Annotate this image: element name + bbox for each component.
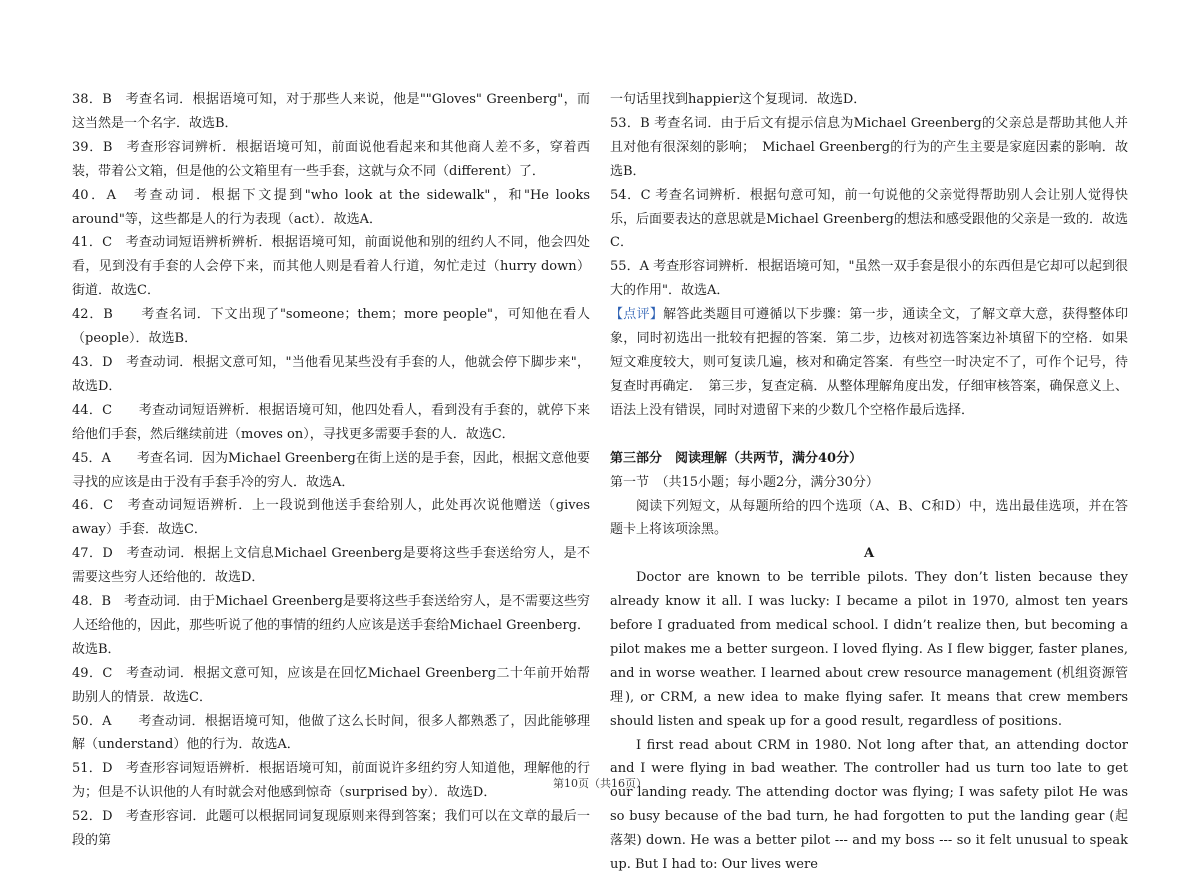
- right-column: [610, 88, 1128, 877]
- passage-paragraph: Doctor are known to be terrible pilots. They don’t listen because they already know it all. I was lucky: I became a pilot in 1970, almost ten years before I graduated from medical school. I didn’t realize then, but becoming a pilot makes me a better surgeon. I loved flying. As I flew bigger, faster planes, and in worse weather. I learned about crew resource management (机组资源管理), or CRM, a new idea to make flying safer. It means that crew members should listen and speak up for a good result, regardless of positions.: [610, 570, 1128, 729]
- answer-46: 46．C 考查动词短语辨析．上一段说到他送手套给别人，此处再次说他赠送（gives away）手套．故选C．: [72, 498, 590, 538]
- section-spacer: [610, 423, 1128, 447]
- comment-paragraph: [610, 303, 1128, 423]
- answer-52-continued: 一句话里找到happier这个复现词．故选D．: [610, 92, 867, 107]
- answer-48: 48．B 考查动词．由于Michael Greenberg是要将这些手套送给穷人，是不需要这些穷人还给他的，因此，那些听说了他的事情的纽约人应该是送手套给Michael Greenberg．故选B．: [72, 594, 590, 657]
- answer-49: 49．C 考查动词．根据文意可知，应该是在回忆Michael Greenberg二十年前开始帮助别人的情景．故选C．: [72, 665, 590, 705]
- passage-label: A: [863, 546, 875, 562]
- passage-paragraph: I first read about CRM in 1980. Not long after that, an attending doctor and I were flying in bad weather. The controller had us turn too late to get our landing ready. The attending doctor was flying; I was safety pilot He was so busy because of the bad turn, he had forgotten to put the landing gear (起落架) down. He was a better pilot --- and my boss --- so it felt unusual to speak up. But I had to: Our lives were: [610, 737, 1128, 873]
- answer-53: 53．B 考查名词．由于后文有提示信息为Michael Greenberg的父亲总是帮助其他人并且对他有很深刻的影响； Michael Greenberg的行为的产生主要是家庭因素的影响．故选B．: [610, 115, 1128, 179]
- answer-47: 47．D 考查动词．根据上文信息Michael Greenberg是要将这些手套送给穷人，是不需要这些穷人还给他的．故选D．: [72, 546, 590, 586]
- answer-50: 50．A 考查动词．根据语境可知，他做了这么长时间，很多人都熟悉了，因此能够理解（understand）他的行为．故选A．: [72, 713, 590, 753]
- page-footer: 第10页（共16页）: [553, 777, 647, 790]
- instruction-text: 阅读下列短文，从每题所给的四个选项（A、B、C和D）中，选出最佳选项，并在答题卡上将该项涂黑。: [610, 498, 1128, 538]
- answer-39: 39．B 考查形容词辨析．根据语境可知，前面说他看起来和其他商人差不多，穿着西装，带着公文箱，但是他的公文箱里有一些手套，这就与众不同（different）了．: [72, 139, 590, 179]
- answer-43: 43．D 考查动词．根据文意可知，"当他看见某些没有手套的人，他就会停下脚步来"，故选D．: [72, 354, 590, 394]
- comment-text: 解答此类题目可遵循以下步骤：第一步，通读全文，了解文章大意，获得整体印象，同时初选出一批较有把握的答案．第二步，边核对初选答案边补填留下的空格．如果短文难度较大，则可复读几遍，核对和确定答案．有些空一时决定不了，可作个记号，待复查时再确定． 第三步，复查定稿．从整体理解角度出发，仔细审核答案，确保意义上、语法上没有错误，同时对遗留下来的少数几个空格作最后选择．: [610, 307, 1128, 418]
- answer-54: 54．C 考查名词辨析．根据句意可知，前一句说他的父亲觉得帮助别人会让别人觉得快乐，后面要表达的意思就是Michael Greenberg的想法和感受跟他的父亲是一致的．故选C．: [610, 187, 1128, 251]
- answer-44: 44．C 考查动词短语辨析．根据语境可知，他四处看人，看到没有手套的，就停下来给他们手套，然后继续前进（moves on），寻找更多需要手套的人．故选C．: [72, 402, 590, 442]
- section-heading: 第三部分 阅读理解（共两节，满分40分）: [610, 450, 863, 466]
- left-column: [72, 88, 590, 853]
- comment-tag: 【点评】: [610, 307, 664, 323]
- answer-42: 42．B 考查名词．下文出现了"someone；them；more people"，可知他在看人（people）．故选B．: [72, 307, 590, 347]
- answer-52: 52．D 考查形容词．此题可以根据同词复现原则来得到答案；我们可以在文章的最后一段的第: [72, 809, 590, 849]
- answer-40: 40．A 考查动词．根据下文提到"who look at the sidewalk"，和"He looks around"等，这些都是人的行为表现（act）．故选A．: [72, 187, 590, 227]
- subsection-heading: 第一节 （共15小题；每小题2分，满分30分）: [610, 474, 879, 490]
- answer-55: 55．A 考查形容词辨析．根据语境可知，"虽然一双手套是很小的东西但是它却可以起到很大的作用"．故选A．: [610, 259, 1128, 299]
- answer-51: 51．D 考查形容词短语辨析．根据语境可知，前面说许多纽约穷人知道他，理解他的行为；但是不认识他的人有时就会对他感到惊奇（surprised by）．故选D．: [72, 761, 590, 801]
- answer-38: 38．B 考查名词．根据语境可知，对于那些人来说，他是""Gloves" Greenberg"，而这当然是一个名字．故选B．: [72, 92, 590, 131]
- answer-45: 45．A 考查名词．因为Michael Greenberg在街上送的是手套，因此，根据文意他要寻找的应该是由于没有手套手冷的穷人．故选A．: [72, 450, 590, 490]
- answer-41: 41．C 考查动词短语辨析辨析．根据语境可知，前面说他和别的纽约人不同，他会四处看，见到没有手套的人会停下来，而其他人则是看着人行道，匆忙走过（hurry down）街道．故选C．: [72, 235, 590, 299]
